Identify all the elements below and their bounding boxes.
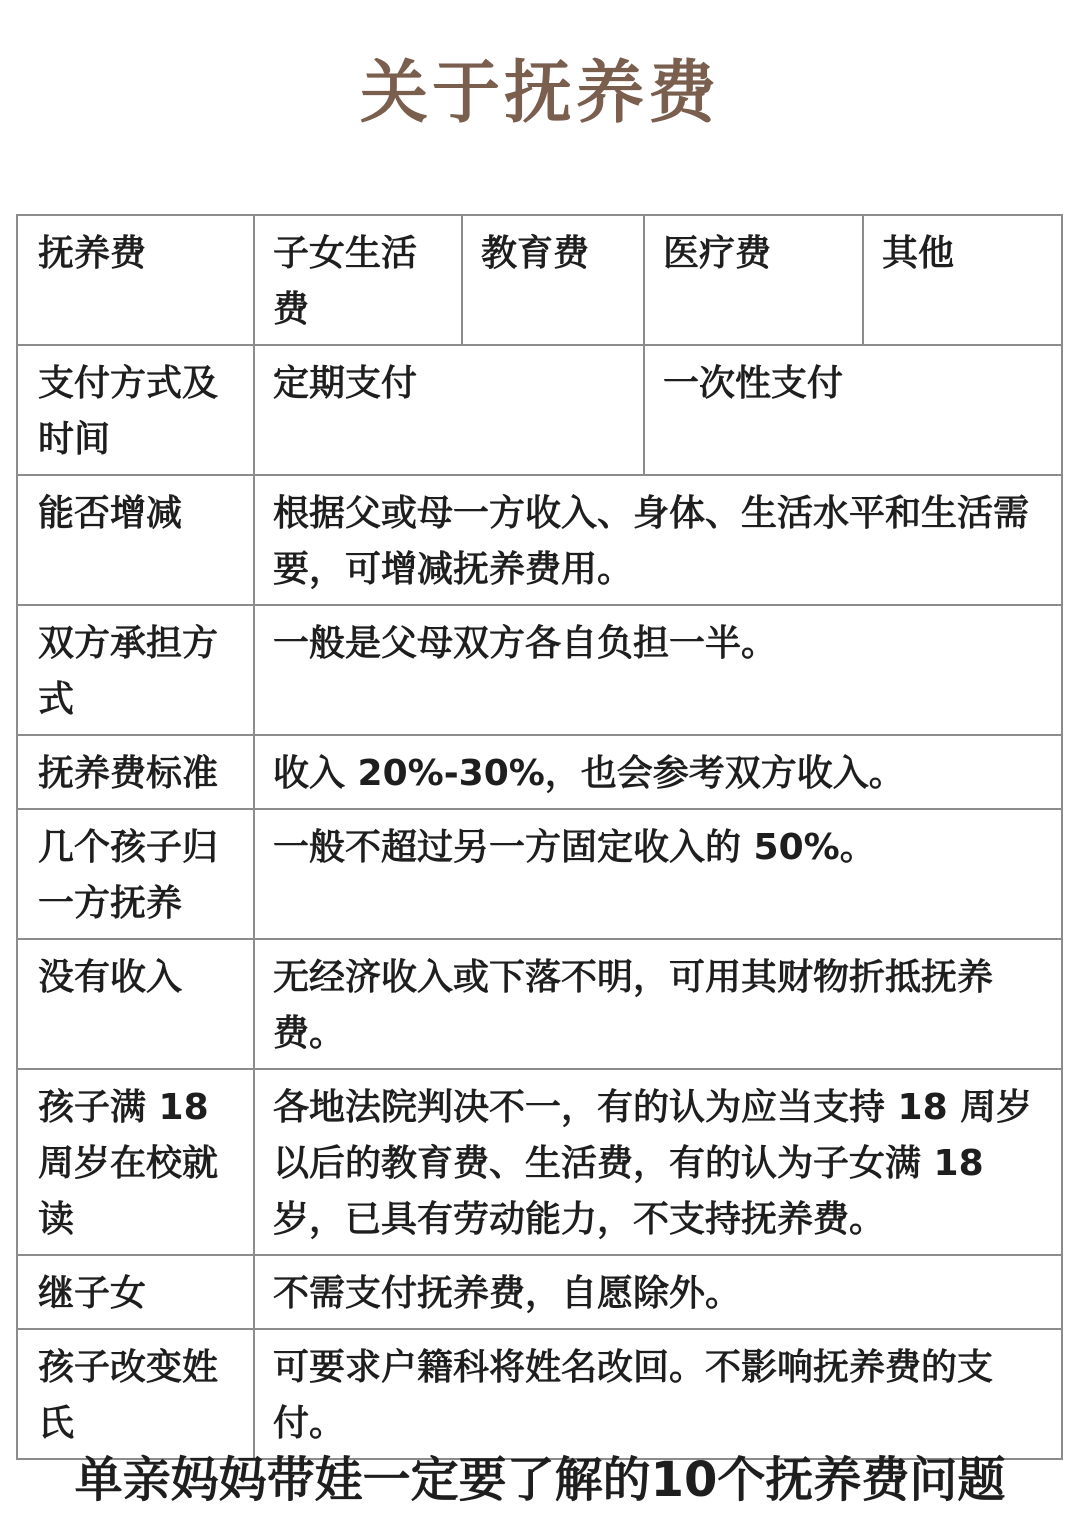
row-label: 几个孩子归一方抚养: [17, 809, 254, 939]
row-text: 不需支付抚养费，自愿除外。: [254, 1255, 1062, 1329]
col-living-expenses: 子女生活费: [254, 215, 462, 345]
row-label: 抚养费标准: [17, 735, 254, 809]
row-text: 一般是父母双方各自负担一半。: [254, 605, 1062, 735]
footer-caption: 单亲妈妈带娃一定要了解的10个抚养费问题: [74, 1452, 1006, 1508]
row-text: 可要求户籍科将姓名改回。不影响抚养费的支付。: [254, 1329, 1062, 1459]
row-label: 没有收入: [17, 939, 254, 1069]
row-label-payment: 支付方式及时间: [17, 345, 254, 475]
row-text: 收入 20%-30%，也会参考双方收入。: [254, 735, 1062, 809]
table-row: [17, 1255, 1062, 1329]
col-other: 其他: [863, 215, 1062, 345]
row-text: 根据父或母一方收入、身体、生活水平和生活需要，可增减抚养费用。: [254, 475, 1062, 605]
row-label: 继子女: [17, 1255, 254, 1329]
table-row: [17, 1329, 1062, 1459]
row-label-alimony: 抚养费: [17, 215, 254, 345]
row-label: 孩子满 18 周岁在校就读: [17, 1069, 254, 1255]
col-medical-fee: 医疗费: [644, 215, 863, 345]
row-text: 各地法院判决不一，有的认为应当支持 18 周岁以后的教育费、生活费，有的认为子女满 18 岁，已具有劳动能力，不支持抚养费。: [254, 1069, 1062, 1255]
payment-periodic: 定期支付: [254, 345, 644, 475]
table-row-header: [17, 215, 1062, 345]
row-text: 无经济收入或下落不明，可用其财物折抵抚养费。: [254, 939, 1062, 1069]
row-label: 双方承担方式: [17, 605, 254, 735]
row-label: 能否增减: [17, 475, 254, 605]
table-row-payment: [17, 345, 1062, 475]
table-row: [17, 939, 1062, 1069]
col-education-fee: 教育费: [462, 215, 644, 345]
payment-lump-sum: 一次性支付: [644, 345, 1062, 475]
table-row: [17, 1069, 1062, 1255]
row-text: 一般不超过另一方固定收入的 50%。: [254, 809, 1062, 939]
table-row: [17, 475, 1062, 605]
row-label: 孩子改变姓氏: [17, 1329, 254, 1459]
table-row: [17, 605, 1062, 735]
table-row: [17, 735, 1062, 809]
table-row: [17, 809, 1062, 939]
page-title: 关于抚养费: [359, 54, 720, 133]
alimony-table: [16, 214, 1063, 1460]
